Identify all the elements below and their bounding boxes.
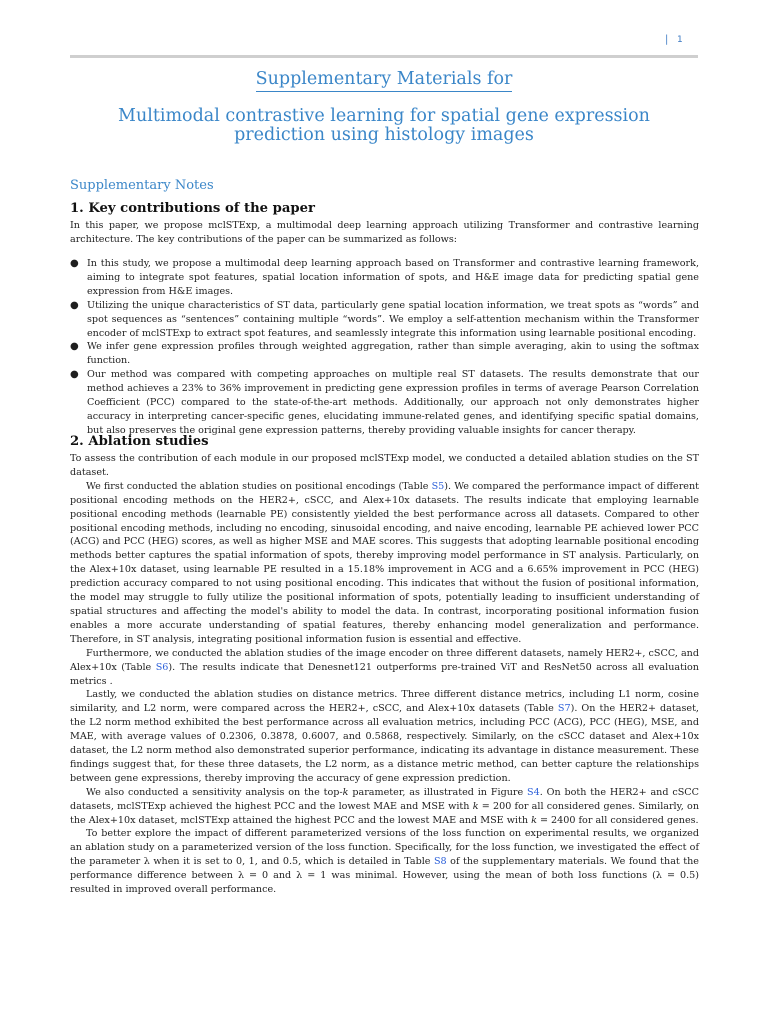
variable-k: k [531,814,537,826]
bullet-icon: ● [70,258,79,269]
list-item-text: Our method was compared with competing approaches on multiple real ST datasets. The results demonstrate that our method achieves a 23% to 36% improvement in predicting gene expression profiles in terms of average Pearson Correlation Coefficient (PCC) compared to the state-of-the-art methods. Additionally, our approach not only demonstrates higher accuracy in interpreting cancer-specific genes, elucidating immune-related genes, and identifying specific spatial domains, but also preserves the original gene expression patterns, thereby providing valuable insights for cancer therapy. [87,369,699,436]
supplementary-title [0,69,768,89]
paragraph-text: To better explore the impact of different parameterized versions of the loss function on experimental results, we organized an ablation study on a parameterized version of the loss function. Specifically, for the loss function, we investigated the effect of the parameter λ when it is set to 0, 1, and 0.5, which is detailed in Table [70,828,699,868]
paragraph-text: ). On the HER2+ dataset, the L2 norm method exhibited the best performance across all evaluation metrics, including PCC (ACG), PCC (HEG), MSE, and MAE, with average values of 0.2306, 0.3878, 0.6007, and 0.5868, respectively. Similarly, on the cSCC dataset and Alex+10x dataset, the L2 norm method also demonstrated superior performance, indicating its advantage in distance measurement. These findings suggest that, for these three datasets, the L2 norm, as a distance metric method, can better capture the relationships between gene expressions, thereby improving the accuracy of gene expression prediction. [70,703,699,784]
paragraph-positional-encoding [70,480,699,647]
supplementary-notes-heading: Supplementary Notes [70,178,214,193]
table-s6-link[interactable]: S6 [155,661,169,673]
paragraph-text: . On both the HER2+ and cSCC datasets, mclSTExp achieved the highest PCC and the lowest MAE and MSE with [70,786,699,812]
list-item-text: In this study, we propose a multimodal deep learning approach based on Transformer and contrastive learning framework, aiming to integrate spot features, spatial location information of spots, and H&E image data for predicting spatial gene expression from H&E images. [87,258,699,297]
paragraph-text: parameter, as illustrated in Figure [348,786,528,798]
header-separator: | [665,34,669,45]
table-s7-link[interactable]: S7 [557,703,571,715]
page-number: 1 [677,35,683,45]
bullet-icon: ● [70,299,79,311]
section-2-body [70,452,699,897]
paper-title: Multimodal contrastive learning for spatial gene expression prediction using histology images [118,106,650,145]
paragraph-text: We also conducted a sensitivity analysis on the top- [86,786,343,798]
table-s8-link[interactable]: S8 [433,856,447,868]
paragraph-distance-metrics [70,688,699,785]
paragraph-text: ). The results indicate that Denesnet121 outperforms pre-trained ViT and ResNet50 across all evaluation metrics . [70,661,699,687]
paragraph-text: = 2400 for all considered genes. [536,814,699,826]
paragraph-text: = 200 for all considered genes. Similarly, on the Alex+10x dataset, mclSTExp attained the highest PCC and the lowest MAE and MSE with [70,800,699,826]
section-2-intro: To assess the contribution of each module in our proposed mclSTExp model, we conducted a detailed ablation studies on the ST dataset. [70,453,699,478]
list-item [70,368,699,438]
section-1-intro: In this paper, we propose mclSTExp, a multimodal deep learning approach utilizing Transformer and contrastive learning architecture. The key contributions of the paper can be summarized as follows: [70,220,699,245]
list-item [70,299,699,341]
paragraph-text: Furthermore, we conducted the ablation studies of the image encoder on three different datasets, namely HER2+, cSCC, and Alex+10x (Table [70,647,699,673]
paragraph-image-encoder [70,647,699,689]
paragraph-loss-function [70,827,699,897]
bullet-icon: ● [70,369,79,381]
supplementary-title-text: Supplementary Materials for [256,69,513,92]
paragraph-text: ). We compared the performance impact of different positional encoding methods on the HER2+, cSCC, and Alex+10x datasets. The results indicate that employing learnable positional encoding methods (learnable PE) consistently yielded the best performance across all datasets. Compared to other positional encoding methods, including no encoding, sinusoidal encoding, and naive encoding, learnable PE achieved lower PCC (ACG) and PCC (HEG) scores, as well as higher MSE and MAE scores. This suggests that adopting learnable positional encoding methods better captures the spatial information of spots, thereby improving model performance in ST analysis. Particularly, on the Alex+10x dataset, using learnable PE resulted in a 15.18% improvement in ACG and a 6.65% improvement in PCC (HEG) prediction accuracy compared to not using positional encoding. This indicates that without the fusion of positional information, the model may struggle to fully utilize the positional information of spots, potentially leading to insufficient understanding of spatial structures and affecting the model's ability to model the data. In contrast, incorporating positional information fusion enables a more accurate understanding of spatial features, thereby enhancing model generalization and performance. Therefore, in ST analysis, integrating positional information fusion is essential and effective. [70,480,699,645]
header-rule [70,55,698,58]
paragraph-text: Lastly, we conducted the ablation studies on distance metrics. Three different distance metrics, including L1 norm, cosine similarity, and L2 norm, were compared across the HER2+, cSCC, and Alex+10x datasets (Table [70,689,699,715]
section-2-heading: 2. Ablation studies [70,434,209,449]
contributions-list [70,257,699,438]
section-1-heading: 1. Key contributions of the paper [70,201,315,216]
variable-k: k [472,800,479,812]
list-item-text: Utilizing the unique characteristics of ST data, particularly gene spatial location information, we treat spots as “words” and spot sequences as “sentences” containing multiple “words”. We employ a self-attention mechanism within the Transformer encoder of mclSTExp to extract spot features, and seamlessly integrate this information using learnable positional encoding. [87,299,699,339]
variable-k: k [342,786,349,798]
list-item [70,340,699,368]
paragraph-sensitivity-analysis [70,786,699,828]
bullet-icon: ● [70,341,79,353]
paragraph-text: of the supplementary materials. We found that the performance difference between λ = 0 and λ = 1 was minimal. However, using the mean of both loss functions (λ = 0.5) resulted in improved overall performance. [70,856,699,896]
list-item-text: We infer gene expression profiles through weighted aggregation, rather than simple averaging, akin to using the softmax function. [87,341,699,367]
list-item [70,257,699,299]
figure-s4-link[interactable]: S4 [527,786,540,798]
page-header [0,34,768,48]
table-s5-link[interactable]: S5 [431,480,445,492]
paragraph-text: We first conducted the ablation studies on positional encodings (Table [86,480,432,492]
